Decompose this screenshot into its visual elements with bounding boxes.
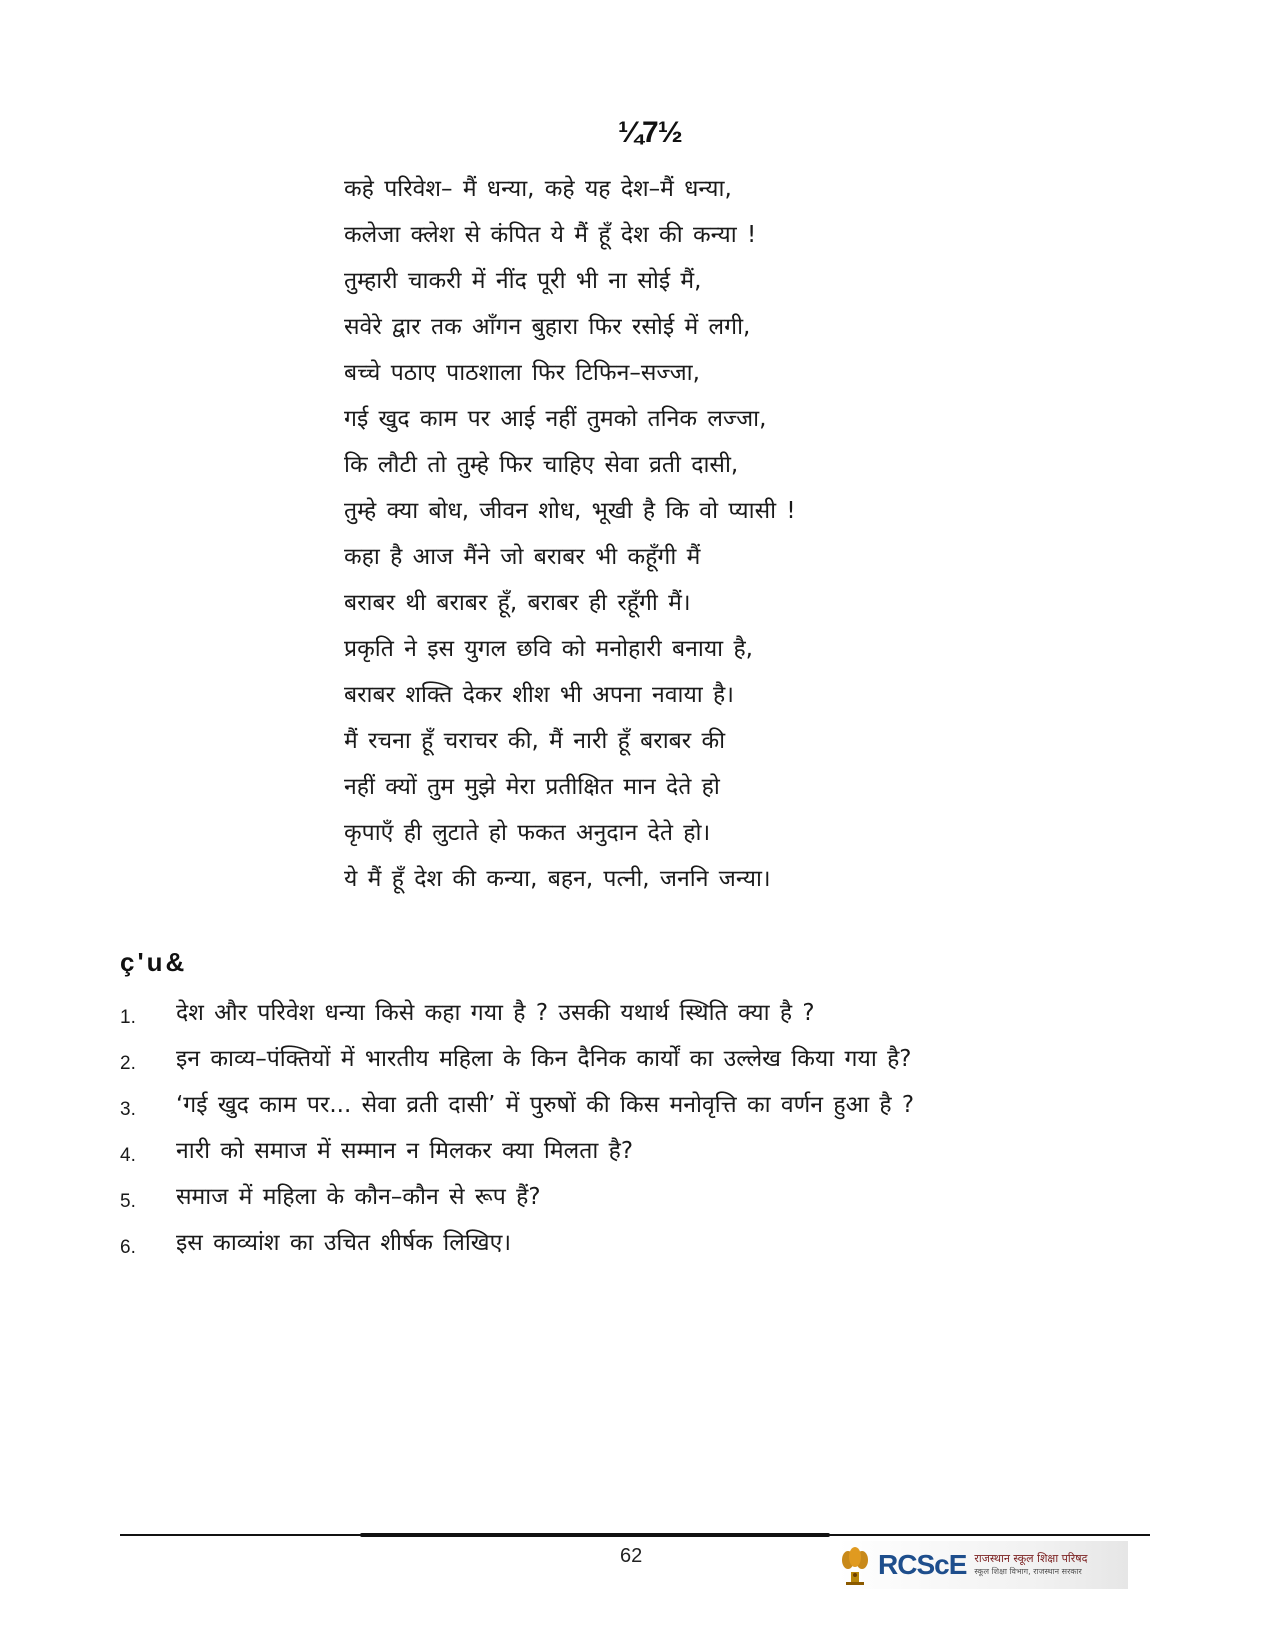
poem-line: कृपाएँ ही लुटाते हो फकत अनुदान देते हो। [344,820,711,846]
poem-line: प्रकृति ने इस युगल छवि को मनोहारी बनाया है, [344,636,753,662]
question-number: 5. [120,1191,136,1212]
question-text: नारी को समाज में सम्मान न मिलकर क्या मिलता है? [176,1138,634,1164]
poem-line: गई खुद काम पर आई नहीं तुमको तनिक लज्जा, [344,406,767,432]
poem-line: ये मैं हूँ देश की कन्या, बहन, पत्नी, जननि जन्या। [344,866,771,892]
poem-line: कि लौटी तो तुम्हे फिर चाहिए सेवा व्रती दासी, [344,452,739,478]
question-item [120,990,1120,1036]
poem-line: कहा है आज मैंने जो बराबर भी कहूँगी मैं [344,544,701,570]
question-item [120,1036,1120,1082]
poem-line: बराबर शक्ति देकर शीश भी अपना नवाया है। [344,682,734,708]
poem-line: कहे परिवेश– मैं धन्या, कहे यह देश–मैं धन्या, [344,176,732,202]
logo-subtitle: स्कूल शिक्षा विभाग, राजस्थान सरकार [974,1567,1082,1576]
question-item [120,1128,1120,1174]
poem-line: नहीं क्यों तुम मुझे मेरा प्रतीक्षित मान देते हो [344,774,720,800]
state-emblem-icon [838,1542,872,1588]
poem [344,166,904,902]
questions-heading: ç'u& [120,947,188,977]
logo-abbreviation: RCScE [878,1549,967,1580]
logo-organization-name: राजस्थान स्कूल शिक्षा परिषद [974,1552,1088,1565]
poem-line: सवेरे द्वार तक आँगन बुहारा फिर रसोई में लगी, [344,314,751,340]
question-text: देश और परिवेश धन्या किसे कहा गया है ? उसकी यथार्थ स्थिति क्या है ? [176,1000,815,1026]
poem-line: तुम्हे क्या बोध, जीवन शोध, भूखी है कि वो प्यासी ! [344,498,796,524]
logo-text [974,1552,1087,1578]
question-text: इन काव्य–पंक्तियों में भारतीय महिला के किन दैनिक कार्यों का उल्लेख किया गया है? [176,1046,912,1072]
rcsce-logo [838,1541,1128,1589]
question-item [120,1174,1120,1220]
poem-line: बराबर थी बराबर हूँ, बराबर ही रहूँगी मैं। [344,590,691,616]
footer-divider-accent [360,1533,830,1537]
question-number: 6. [120,1237,136,1258]
question-number: 3. [120,1099,136,1120]
question-list [120,990,1120,1266]
poem-line: कलेजा क्लेश से कंपित ये मैं हूँ देश की कन्या ! [344,222,757,248]
question-item [120,1082,1120,1128]
poem-line: तुम्हारी चाकरी में नींद पूरी भी ना सोई मैं, [344,268,702,294]
section-label: ¼7½ [618,116,682,149]
page-number: 62 [620,1545,643,1567]
question-item [120,1220,1120,1266]
poem-line: बच्चे पठाए पाठशाला फिर टिफिन–सज्जा, [344,360,700,386]
question-number: 2. [120,1053,136,1074]
question-text: इस काव्यांश का उचित शीर्षक लिखिए। [176,1230,512,1256]
question-text: ‘गई खुद काम पर... सेवा व्रती दासी’ में पुरुषों की किस मनोवृत्ति का वर्णन हुआ है ? [176,1092,915,1118]
poem-line: मैं रचना हूँ चराचर की, मैं नारी हूँ बराबर की [344,728,726,754]
question-number: 4. [120,1145,136,1166]
question-text: समाज में महिला के कौन–कौन से रूप हैं? [176,1184,541,1210]
question-number: 1. [120,1007,136,1028]
